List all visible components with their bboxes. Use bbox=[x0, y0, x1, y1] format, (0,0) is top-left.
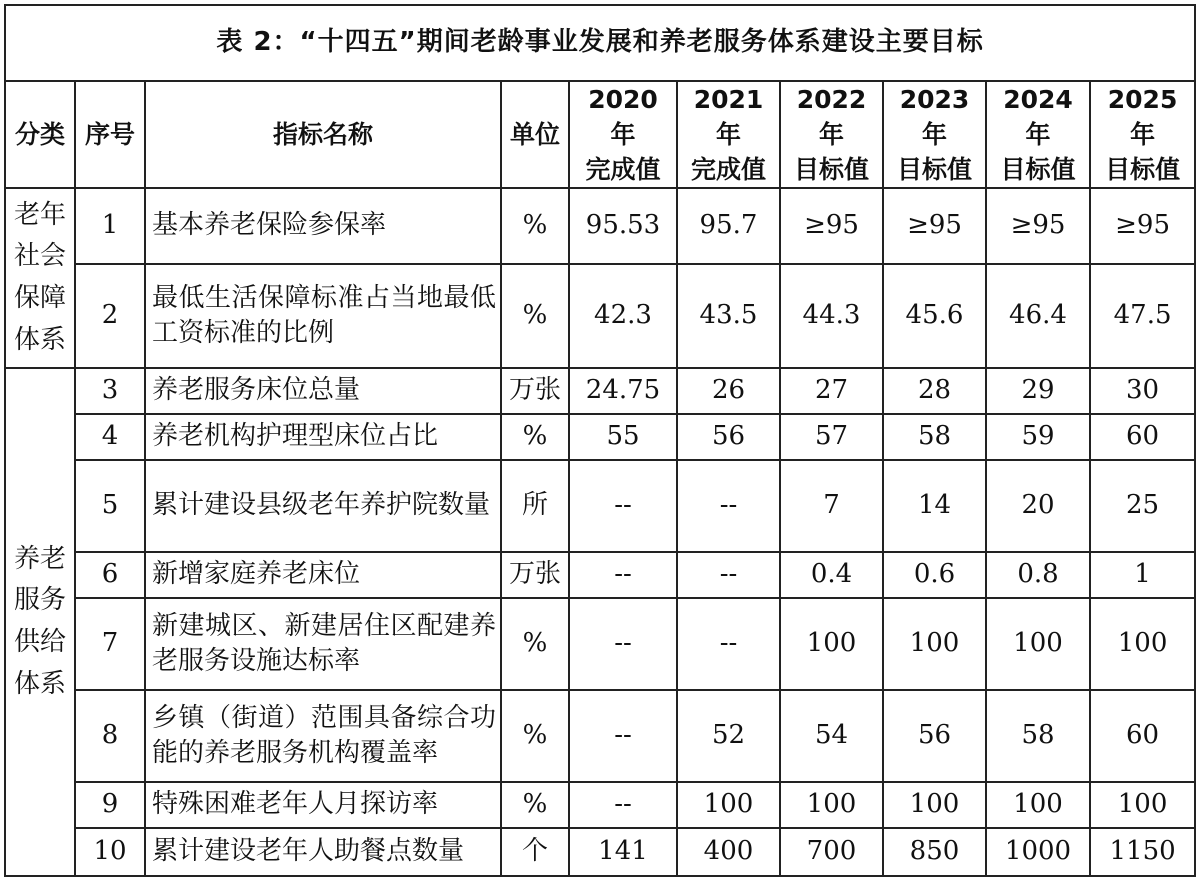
unit-cell: 万张 bbox=[501, 552, 569, 598]
table-row bbox=[5, 414, 1195, 460]
table-row bbox=[5, 782, 1195, 828]
value-2022: 700 bbox=[780, 828, 883, 876]
unit-cell: 万张 bbox=[501, 368, 569, 414]
value-2024: 46.4 bbox=[986, 264, 1090, 368]
value-2021: -- bbox=[677, 552, 780, 598]
indicator-name: 养老服务床位总量 bbox=[145, 368, 501, 414]
value-2023: 850 bbox=[883, 828, 986, 876]
table-row bbox=[5, 598, 1195, 690]
table-row bbox=[5, 188, 1195, 264]
indicator-name: 特殊困难老年人月探访率 bbox=[145, 782, 501, 828]
unit-cell: % bbox=[501, 188, 569, 264]
row-number: 4 bbox=[75, 414, 145, 460]
value-2024: 58 bbox=[986, 690, 1090, 782]
value-2021: -- bbox=[677, 460, 780, 552]
header-2023: 2023 年 目标值 bbox=[883, 81, 986, 188]
value-2024: 29 bbox=[986, 368, 1090, 414]
header-2025: 2025 年 目标值 bbox=[1090, 81, 1195, 188]
value-2023: 100 bbox=[883, 782, 986, 828]
value-2020: 24.75 bbox=[569, 368, 677, 414]
value-2022: 44.3 bbox=[780, 264, 883, 368]
table-row bbox=[5, 368, 1195, 414]
table-row bbox=[5, 828, 1195, 876]
value-2021: 26 bbox=[677, 368, 780, 414]
indicator-name: 乡镇（街道）范围具备综合功能的养老服务机构覆盖率 bbox=[145, 690, 501, 782]
header-2020: 2020 年 完成值 bbox=[569, 81, 677, 188]
value-2021: 56 bbox=[677, 414, 780, 460]
value-2020: -- bbox=[569, 598, 677, 690]
value-2021: 43.5 bbox=[677, 264, 780, 368]
value-2022: 100 bbox=[780, 782, 883, 828]
value-2022: 54 bbox=[780, 690, 883, 782]
value-2025: 47.5 bbox=[1090, 264, 1195, 368]
indicator-name: 最低生活保障标准占当地最低工资标准的比例 bbox=[145, 264, 501, 368]
row-number: 8 bbox=[75, 690, 145, 782]
value-2020: -- bbox=[569, 552, 677, 598]
unit-cell: % bbox=[501, 264, 569, 368]
value-2025: 25 bbox=[1090, 460, 1195, 552]
value-2023: 28 bbox=[883, 368, 986, 414]
value-2023: 45.6 bbox=[883, 264, 986, 368]
header-row bbox=[5, 81, 1195, 188]
value-2025: 60 bbox=[1090, 690, 1195, 782]
header-2022: 2022 年 目标值 bbox=[780, 81, 883, 188]
category-cell: 养老服务供给体系 bbox=[5, 368, 75, 876]
indicator-name: 新建城区、新建居住区配建养老服务设施达标率 bbox=[145, 598, 501, 690]
unit-cell: % bbox=[501, 690, 569, 782]
value-2022: 0.4 bbox=[780, 552, 883, 598]
row-number: 9 bbox=[75, 782, 145, 828]
value-2021: 400 bbox=[677, 828, 780, 876]
value-2020: 141 bbox=[569, 828, 677, 876]
indicator-name: 基本养老保险参保率 bbox=[145, 188, 501, 264]
unit-cell: % bbox=[501, 782, 569, 828]
indicator-name: 新增家庭养老床位 bbox=[145, 552, 501, 598]
value-2024: 1000 bbox=[986, 828, 1090, 876]
row-number: 1 bbox=[75, 188, 145, 264]
value-2022: 100 bbox=[780, 598, 883, 690]
table-row bbox=[5, 552, 1195, 598]
value-2023: 0.6 bbox=[883, 552, 986, 598]
unit-cell: % bbox=[501, 414, 569, 460]
value-2024: ≥95 bbox=[986, 188, 1090, 264]
row-number: 6 bbox=[75, 552, 145, 598]
value-2021: -- bbox=[677, 598, 780, 690]
value-2020: -- bbox=[569, 782, 677, 828]
table-title: 表 2：“十四五”期间老龄事业发展和养老服务体系建设主要目标 bbox=[5, 5, 1195, 81]
value-2020: -- bbox=[569, 460, 677, 552]
header-no: 序号 bbox=[75, 81, 145, 188]
value-2025: 1150 bbox=[1090, 828, 1195, 876]
value-2021: 100 bbox=[677, 782, 780, 828]
value-2022: ≥95 bbox=[780, 188, 883, 264]
indicator-name: 累计建设县级老年养护院数量 bbox=[145, 460, 501, 552]
unit-cell: 个 bbox=[501, 828, 569, 876]
unit-cell: 所 bbox=[501, 460, 569, 552]
value-2024: 100 bbox=[986, 598, 1090, 690]
value-2023: 100 bbox=[883, 598, 986, 690]
value-2024: 100 bbox=[986, 782, 1090, 828]
value-2023: 58 bbox=[883, 414, 986, 460]
value-2024: 20 bbox=[986, 460, 1090, 552]
row-number: 7 bbox=[75, 598, 145, 690]
value-2020: 42.3 bbox=[569, 264, 677, 368]
value-2020: 55 bbox=[569, 414, 677, 460]
row-number: 2 bbox=[75, 264, 145, 368]
value-2022: 27 bbox=[780, 368, 883, 414]
value-2025: 100 bbox=[1090, 598, 1195, 690]
header-2021: 2021 年 完成值 bbox=[677, 81, 780, 188]
row-number: 10 bbox=[75, 828, 145, 876]
header-name: 指标名称 bbox=[145, 81, 501, 188]
header-2024: 2024 年 目标值 bbox=[986, 81, 1090, 188]
unit-cell: % bbox=[501, 598, 569, 690]
header-unit: 单位 bbox=[501, 81, 569, 188]
row-number: 3 bbox=[75, 368, 145, 414]
value-2025: 60 bbox=[1090, 414, 1195, 460]
indicator-name: 累计建设老年人助餐点数量 bbox=[145, 828, 501, 876]
value-2024: 0.8 bbox=[986, 552, 1090, 598]
value-2025: 30 bbox=[1090, 368, 1195, 414]
table-row bbox=[5, 690, 1195, 782]
value-2023: 56 bbox=[883, 690, 986, 782]
table-row bbox=[5, 264, 1195, 368]
value-2020: 95.53 bbox=[569, 188, 677, 264]
value-2022: 57 bbox=[780, 414, 883, 460]
header-category: 分类 bbox=[5, 81, 75, 188]
table-row bbox=[5, 460, 1195, 552]
value-2023: ≥95 bbox=[883, 188, 986, 264]
value-2025: 100 bbox=[1090, 782, 1195, 828]
targets-table bbox=[4, 4, 1196, 877]
value-2025: ≥95 bbox=[1090, 188, 1195, 264]
value-2020: -- bbox=[569, 690, 677, 782]
value-2021: 95.7 bbox=[677, 188, 780, 264]
value-2021: 52 bbox=[677, 690, 780, 782]
title-row bbox=[5, 5, 1195, 81]
value-2022: 7 bbox=[780, 460, 883, 552]
value-2023: 14 bbox=[883, 460, 986, 552]
value-2024: 59 bbox=[986, 414, 1090, 460]
category-cell: 老年社会保障体系 bbox=[5, 188, 75, 368]
row-number: 5 bbox=[75, 460, 145, 552]
value-2025: 1 bbox=[1090, 552, 1195, 598]
indicator-name: 养老机构护理型床位占比 bbox=[145, 414, 501, 460]
